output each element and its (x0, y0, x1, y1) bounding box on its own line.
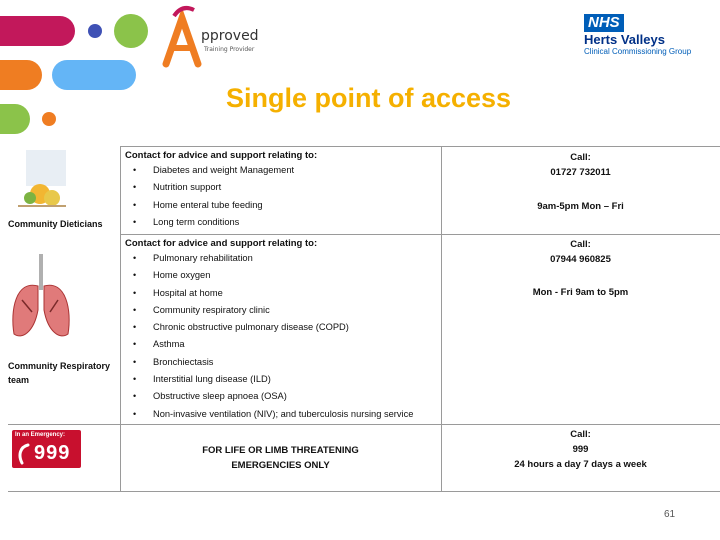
list-item: • Nutrition support (120, 179, 294, 196)
service-name-line2: team (8, 375, 30, 385)
row3-message (120, 443, 441, 473)
call-label: Call: (570, 239, 591, 250)
service-name-respiratory (8, 359, 110, 387)
decor-dot-green (114, 14, 148, 48)
service-name-dieticians: Community Dieticians (8, 219, 103, 229)
services-table (8, 146, 720, 492)
row2-header: Contact for advice and support relating to: (125, 238, 318, 249)
phone-icon (16, 443, 32, 465)
call-label: Call: (570, 152, 591, 163)
emergency-number: 999 (34, 442, 71, 464)
row2-list (120, 250, 413, 423)
list-item: • Chronic obstructive pulmonary disease (COPD) (120, 319, 413, 336)
emergency-message-line1: FOR LIFE OR LIMB THREATENING (202, 445, 359, 456)
decor-pill-lightblue (52, 60, 136, 90)
nhs-badge: NHS (584, 14, 624, 32)
decor-pill-magenta (0, 16, 75, 46)
decor-dot-orange (42, 112, 56, 126)
phone-number: 07944 960825 (550, 254, 611, 265)
list-item: • Pulmonary rehabilitation (120, 250, 413, 267)
row2-hours: Mon - Fri 9am to 5pm (532, 287, 629, 298)
nhs-logo (584, 14, 704, 57)
approved-logo-subtext: Training Provider (204, 46, 255, 53)
approved-logo-text: pproved (201, 28, 259, 44)
row1-call (441, 150, 720, 180)
page-number: 61 (664, 509, 676, 520)
page-title: Single point of access (226, 83, 512, 113)
emergency-badge (12, 430, 81, 468)
row1-hours: 9am-5pm Mon – Fri (537, 201, 624, 212)
list-item: • Obstructive sleep apnoea (OSA) (120, 388, 413, 405)
list-item: • Community respiratory clinic (120, 302, 413, 319)
list-item: • Interstitial lung disease (ILD) (120, 371, 413, 388)
decor-dot-blue (88, 24, 102, 38)
row2-call (441, 237, 720, 267)
list-item: • Diabetes and weight Management (120, 162, 294, 179)
list-item: • Non-invasive ventilation (NIV); and tuberculosis nursing service (120, 406, 413, 423)
list-item: • Hospital at home (120, 285, 413, 302)
row3-call (441, 427, 720, 472)
lungs-image (8, 250, 74, 346)
phone-number: 01727 732011 (550, 167, 611, 178)
emergency-message-line2: EMERGENCIES ONLY (231, 460, 330, 471)
decor-pill-orange (0, 60, 42, 90)
list-item: • Long term conditions (120, 214, 294, 231)
nhs-ccg-name: Clinical Commissioning Group (584, 47, 692, 56)
nhs-org-name: Herts Valleys (584, 32, 665, 47)
row1-header: Contact for advice and support relating to: (125, 150, 318, 161)
call-hours: 24 hours a day 7 days a week (514, 459, 647, 470)
list-item: • Home enteral tube feeding (120, 197, 294, 214)
list-item: • Home oxygen (120, 267, 413, 284)
row1-list (120, 162, 294, 231)
emergency-label: In an Emergency: (15, 432, 66, 438)
decor-pill-green (0, 104, 30, 134)
phone-number: 999 (572, 444, 589, 455)
service-name-line1: Community Respiratory (8, 361, 111, 371)
list-item: • Bronchiectasis (120, 354, 413, 371)
call-label: Call: (570, 429, 591, 440)
dietician-image (10, 148, 74, 212)
list-item: • Asthma (120, 336, 413, 353)
